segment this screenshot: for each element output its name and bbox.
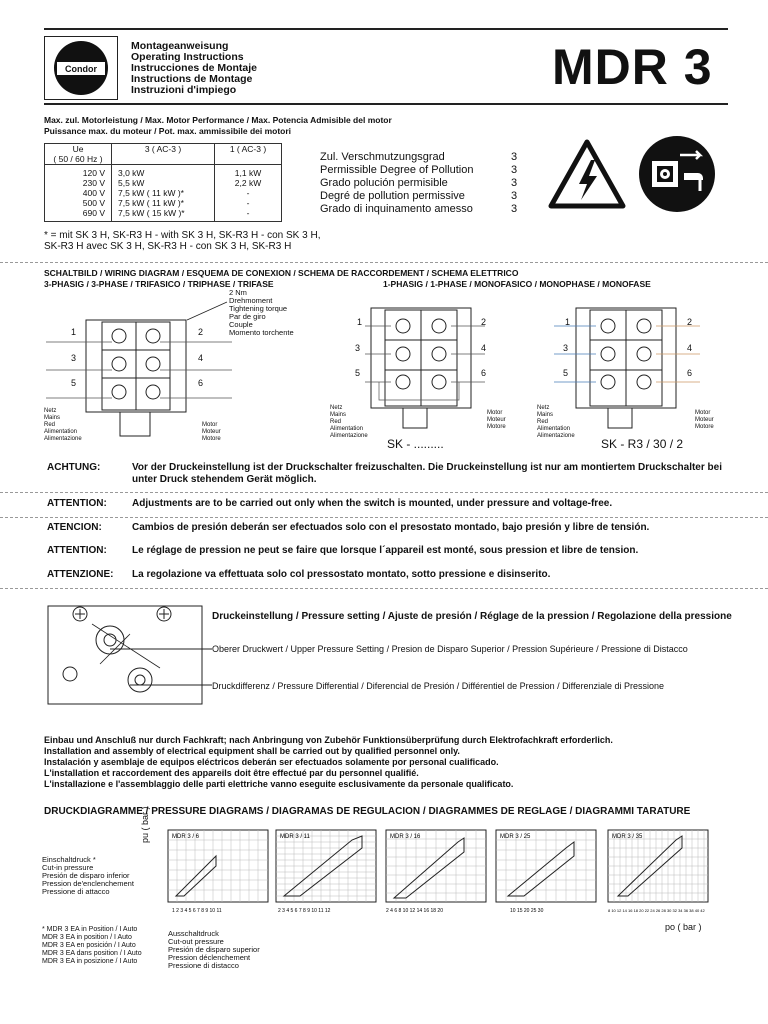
title-fr: Instructions de Montage [131,73,253,85]
warning-tag-es: ATENCION: [47,522,102,533]
chart-x-ticks: 8 10 12 14 16 18 20 22 24 26 28 30 32 34 36 38 40 42 [608,908,705,913]
motor-line: Moteur [695,417,714,423]
motor-title-1: Max. zul. Motorleistung / Max. Motor Performance / Max. Potencia Admisible del motor [44,115,392,125]
ea-line: MDR 3 EA dans position / I Auto [42,950,142,957]
kw3-cell: 5,5 kW [118,178,145,188]
terminal-6: 6 [687,368,693,378]
netz-label [537,405,575,440]
install-it: L'installazione e l'assemblaggio delle parti elettriche vanno eseguite esclusivamente da personale qualificato. [44,779,514,789]
warning-text-en: Adjustments are to be carried out only when the switch is mounted, under pressure and voltage-free. [132,498,613,509]
install-fr: L'installation et raccordement des appareils doit être effectué par du personnel qualifié. [44,768,419,778]
install-de: Einbau und Anschluß nur durch Fachkraft; nach Anbringung von Zubehör Funktionsüberprüfung durch Elektrofachkraft erforderlich. [44,735,613,745]
pressure-chart-35 [598,826,712,920]
ea-line: MDR 3 EA en posición / I Auto [42,942,136,949]
cut-out-line: Cut-out pressure [168,937,224,946]
voltage-cell: 230 V [82,178,105,188]
terminal-4: 4 [481,343,487,353]
terminal-3: 3 [355,343,361,353]
pressure-chart-25 [486,826,600,920]
terminal-3: 3 [71,353,77,363]
terminal-5: 5 [355,368,361,378]
ea-line: MDR 3 EA in posizione / I Auto [42,958,138,965]
pressure-chart-16 [376,826,490,920]
motor-line: Motore [487,424,506,430]
cut-in-line: Pression de'enclenchement [42,879,134,888]
cut-in-line: Einschaltdruck * [42,855,96,864]
netz-line: Red [44,422,56,428]
netz-line: Mains [44,415,61,421]
torque-line: Drehmoment [229,296,273,305]
netz-line: Alimentazione [537,433,575,439]
chart-label: MDR 3 / 25 [500,834,531,840]
netz-label [330,405,368,440]
netz-line: Red [330,419,342,425]
torque-line: 2 Nm [229,288,247,297]
cut-out-line: Pressione di distacco [168,961,239,970]
voltage-cell: 120 V [82,168,105,178]
kw3-cell: 7,5 kW ( 15 kW )* [118,208,185,218]
kw1-cell: 1,1 kW [234,168,262,178]
ea-notes [42,926,142,966]
warning-text-de: Vor der Druckeinstellung ist der Druckschalter freizuschalten. Die Druckeinstellung ist nur am montiertem Druckschalter bei unter Druck stehendem Gerät möglich. [132,462,722,485]
hdr-3ac: 3 ( AC-3 ) [112,144,215,165]
netz-line: Mains [537,412,554,418]
voltage-cell: 400 V [82,188,105,198]
pollution-de: Zul. Verschmutzungsgrad [320,151,445,163]
ea-line: MDR 3 EA in position / I Auto [42,934,132,941]
warning-text-fr: Le réglage de pression ne peut se faire que lorsque l´appareil est monté, sous pression et libre de tension. [132,545,639,556]
chart-label: MDR 3 / 6 [172,834,200,840]
warning-tag-de: ACHTUNG: [47,462,101,473]
warning-text-es: Cambios de presión deberán ser efectuados solo con el presostato montado, bajo presión y libre de tensión. [132,522,650,533]
warning-text-it: La regolazione va effettuata solo col pressostato montato, sotto pressione e disinserito. [132,569,551,580]
terminal-3: 3 [563,343,569,353]
voltage-cell: 690 V [82,208,105,218]
chart-x-ticks: 1 2 3 4 5 6 7 8 9 10 11 [172,908,222,914]
terminal-6: 6 [481,368,487,378]
cut-out-line: Presión de disparo superior [168,945,260,954]
terminal-1: 1 [357,317,363,327]
pressure-chart-6 [160,826,272,920]
terminal-2: 2 [481,317,487,327]
kw3-cell: 7,5 kW ( 11 kW )* [118,198,184,208]
pollution-en: Permissible Degree of Pollution [320,164,474,176]
motor-title-2: Puissance max. du moteur / Pot. max. ammissibile dei motori [44,126,292,136]
cut-in-label [42,856,134,896]
kw1-cell: 2,2 kW [234,178,262,188]
voltage-cell: 500 V [82,198,105,208]
title-de: Montageanweisung [131,40,229,52]
pressure-chart-11 [266,826,380,920]
kw1-cell: - [246,208,250,218]
pollution-lines [320,151,473,216]
motor-line: Motor [695,410,711,416]
pollution-value: 3 [511,177,518,189]
title-it: Instruzioni d'impiego [131,84,237,96]
skr3-label: SK - R3 / 30 / 2 [601,437,684,451]
pollution-value: 3 [511,190,518,202]
pollution-values [511,151,517,216]
hdr-hz: ( 50 / 60 Hz ) [53,154,103,164]
pollution-it: Grado di inquinamento amesso [320,203,473,215]
netz-line: Alimentation [330,426,364,432]
chart-x-ticks: 10 15 20 25 30 [510,908,544,914]
motor-label [695,410,714,431]
torque-line: Par de giro [229,312,266,321]
netz-line: Netz [330,405,343,411]
pollution-value: 3 [511,164,518,176]
cut-in-line: Pressione di attacco [42,887,110,896]
chart-label: MDR 3 / 11 [280,834,310,840]
wiring-1phase: 1-PHASIG / 1-PHASE / MONOFASICO / MONOPHASE / MONOFASE [383,279,651,289]
cut-out-label [168,930,260,970]
netz-line: Alimentation [537,426,571,432]
chart-x-ticks: 2 4 6 8 10 12 14 16 18 20 [386,908,443,914]
title-en: Operating Instructions [131,51,244,63]
motor-table [44,143,282,222]
warning-tag-fr: ATTENTION: [47,545,107,556]
torque-line: Couple [229,320,253,329]
cut-in-line: Cut-in pressure [42,863,94,872]
kw3-cell: 3,0 kW [118,168,145,178]
motor-line: Motore [202,436,221,442]
warning-tag-it: ATTENZIONE: [47,569,114,580]
y-unit-label: pu ( bar ) [140,806,150,843]
motor-line: Motore [695,424,714,430]
x-unit-label: po ( bar ) [665,922,702,932]
pressure-setting-title: Druckeinstellung / Pressure setting / Ajuste de presión / Réglage de la pression / Regolazione della pressione [212,611,732,622]
terminal-6: 6 [198,378,204,388]
terminal-4: 4 [687,343,693,353]
chart-x-ticks: 2 3 4 5 6 7 8 9 10 11 12 [278,908,331,914]
torque-line: Tightening torque [229,304,288,313]
warning-tag-en: ATTENTION: [47,498,107,509]
kw1-cell: - [246,188,250,198]
install-es: Instalación y asemblaje de equipos eléctricos deberán ser efectuados solamente por personal cualificado. [44,757,499,767]
footnote-1: * = mit SK 3 H, SK-R3 H - with SK 3 H, SK-R3 H - con SK 3 H, [44,230,321,241]
condor-logo-mark [45,37,117,99]
motor-label [487,410,506,431]
chart-label: MDR 3 / 16 [390,834,421,840]
motor-line: Moteur [487,417,506,423]
diagrams-title: DRUCKDIAGRAMME / PRESSURE DIAGRAMS / DIAGRAMAS DE REGULACION / DIAGRAMMES DE REGLAGE / DIAGRAMMI TARATURE [44,806,691,817]
terminal-1: 1 [71,327,77,337]
wiring-3phase: 3-PHASIG / 3-PHASE / TRIFASICO / TRIPHASE / TRIFASE [44,279,274,289]
cut-out-line: Ausschaltdruck [168,929,219,938]
netz-label [44,408,82,443]
motor-line: Motor [487,410,503,416]
torque-line: Momento torchente [229,328,294,337]
cut-in-line: Presión de disparo inferior [42,871,130,880]
logo-text: Condor [65,64,97,74]
terminal-4: 4 [198,353,204,363]
install-notes [44,735,613,790]
callout-lines [110,645,214,690]
terminal-2: 2 [198,327,204,337]
kw3-cell: 7,5 kW ( 11 kW )* [118,188,184,198]
title-es: Instrucciones de Montaje [131,62,258,74]
terminal-1: 1 [565,317,571,327]
pollution-fr: Degré de pollution permissive [320,190,465,202]
terminal-5: 5 [563,368,569,378]
upper-pressure-text: Oberer Druckwert / Upper Pressure Setting / Presion de Disparo Superior / Pression Supérieure / Pressione di Distacco [212,644,688,654]
netz-line: Alimentation [44,429,78,435]
footnote-2: SK-R3 H avec SK 3 H, SK-R3 H - con SK 3 H, SK-R3 H [44,241,292,252]
install-en: Installation and assembly of electrical equipment shall be carried out by qualified personnel only. [44,746,460,756]
cut-out-line: Pression déclenchement [168,953,251,962]
netz-line: Alimentazione [44,436,82,442]
netz-line: Netz [44,408,57,414]
ea-line: * MDR 3 EA in Position / I Auto [42,926,138,933]
netz-line: Netz [537,405,550,411]
hdr-ue: Ue [72,144,84,154]
netz-line: Red [537,419,549,425]
high-voltage-warning-icon [547,138,627,210]
terminal-5: 5 [71,378,77,388]
condor-logo [44,36,118,100]
wiring-title: SCHALTBILD / WIRING DIAGRAM / ESQUEMA DE CONEXION / SCHEMA DE RACCORDEMENT / SCHEMA ELETTRICO [44,268,519,278]
pollution-value: 3 [511,151,518,163]
pollution-es: Grado polución permisible [320,177,448,189]
sk-label: SK - ......... [387,437,444,451]
header-titles [131,41,257,96]
netz-line: Alimentazione [330,433,368,439]
netz-line: Mains [330,412,347,418]
motor-line: Motor [202,422,218,428]
hdr-1ac: 1 ( AC-3 ) [215,144,282,165]
motor-line: Moteur [202,429,221,435]
terminal-2: 2 [687,317,693,327]
motor-label [202,422,221,443]
chart-label: MDR 3 / 35 [612,834,643,840]
model-title: MDR 3 [552,39,713,95]
kw1-cell: - [246,198,250,208]
pressure-diff-text: Druckdifferenz / Pressure Differential / Diferencial de Presión / Différentiel de Pression / Differenziale di Pressione [212,681,665,691]
unplug-before-service-icon [636,135,718,213]
pollution-value: 3 [511,203,518,215]
